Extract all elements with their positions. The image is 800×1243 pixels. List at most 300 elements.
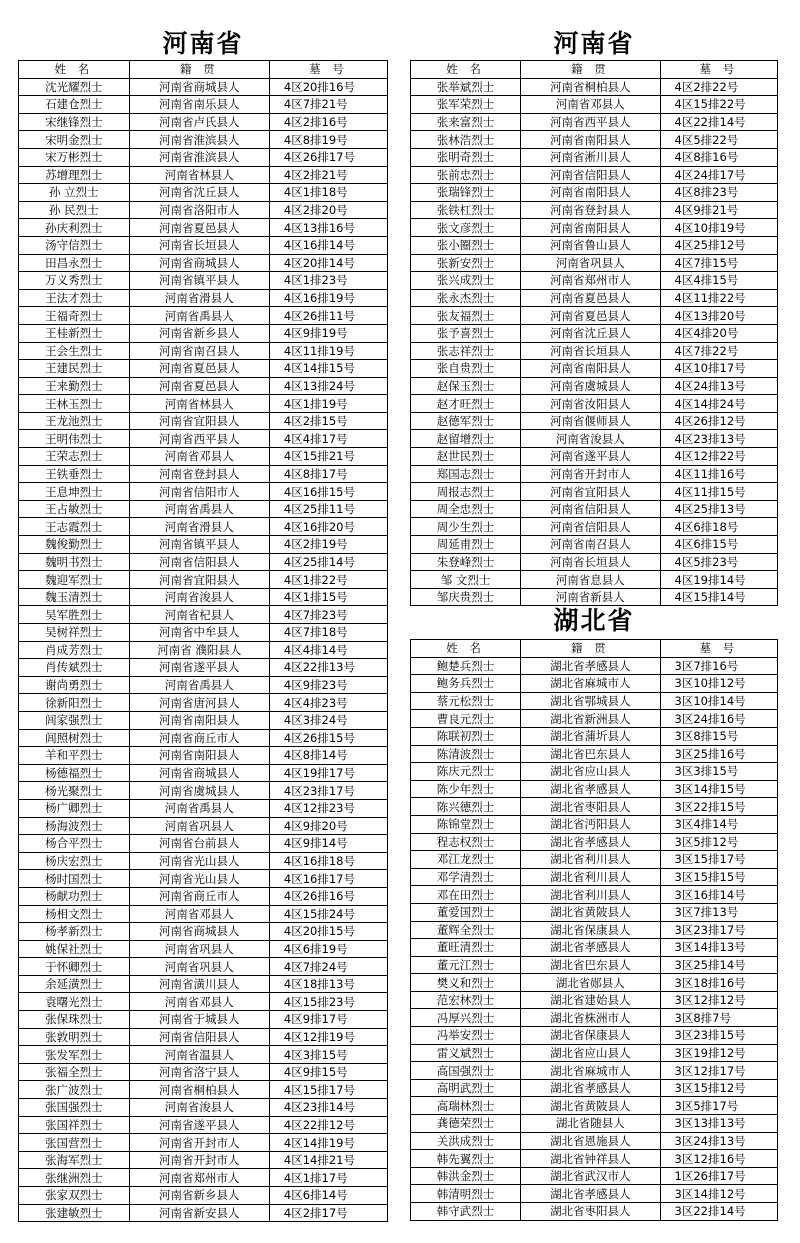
martyr-name: 冯举安烈士 (411, 1027, 521, 1045)
native-place: 河南省信阳县人 (521, 166, 660, 184)
native-place: 河南省息县人 (521, 571, 660, 589)
table-row (19, 975, 388, 993)
table-row (411, 307, 778, 325)
table-row (19, 324, 388, 342)
grave-number: 4区12排22号 (660, 448, 777, 466)
martyr-name: 杨德福烈士 (19, 764, 130, 782)
martyr-name: 魏迎军烈士 (19, 571, 130, 589)
native-place: 湖北省枣阳县人 (521, 798, 660, 816)
grave-number: 4区8排16号 (660, 148, 777, 166)
grave-number: 4区1排19号 (269, 395, 387, 413)
header-grave-number: 墓 号 (660, 61, 777, 79)
native-place: 河南省邓县人 (129, 993, 269, 1011)
martyr-name: 张予喜烈士 (411, 324, 521, 342)
native-place: 河南省信阳县人 (129, 1028, 269, 1046)
native-place: 河南省禹县人 (129, 676, 269, 694)
martyr-name: 王建民烈士 (19, 360, 130, 378)
martyr-name: 范宏林烈士 (411, 991, 521, 1009)
native-place: 河南省浚县人 (129, 588, 269, 606)
grave-number: 4区12排19号 (269, 1028, 387, 1046)
table-row (411, 798, 778, 816)
native-place: 湖北省应山县人 (521, 763, 660, 781)
grave-number: 4区2排22号 (660, 78, 777, 96)
table-row (19, 1187, 388, 1205)
grave-number: 4区4排20号 (660, 324, 777, 342)
native-place: 湖北省黄陂县人 (521, 903, 660, 921)
table-row (19, 799, 388, 817)
grave-number: 4区7排18号 (269, 624, 387, 642)
martyr-name: 张林浩烈士 (411, 131, 521, 149)
martyr-name: 张铁杠烈士 (411, 201, 521, 219)
table-row (19, 1063, 388, 1081)
grave-number: 3区15排15号 (660, 868, 777, 886)
native-place: 湖北省麻城市人 (521, 1062, 660, 1080)
martyr-name: 张敦明烈士 (19, 1028, 130, 1046)
header-native-place: 籍 贯 (129, 61, 269, 79)
table-row (19, 148, 388, 166)
table-row (19, 764, 388, 782)
martyr-name: 张建敏烈士 (19, 1204, 130, 1222)
table-row (411, 184, 778, 202)
native-place: 湖北省蒲圻县人 (521, 727, 660, 745)
grave-number: 4区15排23号 (269, 993, 387, 1011)
martyr-name: 雷义斌烈士 (411, 1044, 521, 1062)
martyr-name: 孙 民烈士 (19, 201, 130, 219)
grave-number: 4区25排12号 (660, 236, 777, 254)
native-place: 河南省信阳县人 (521, 500, 660, 518)
table-row (19, 412, 388, 430)
martyr-name: 周报志烈士 (411, 483, 521, 501)
martyr-name: 鲍务兵烈士 (411, 675, 521, 693)
table-row (411, 342, 778, 360)
table-row (411, 727, 778, 745)
table-row (411, 675, 778, 693)
martyr-name: 吴军胜烈士 (19, 606, 130, 624)
native-place: 河南省信阳县人 (129, 553, 269, 571)
native-place: 河南省淮滨县人 (129, 148, 269, 166)
grave-number: 4区11排19号 (269, 342, 387, 360)
grave-number: 4区15排17号 (269, 1081, 387, 1099)
grave-number: 4区11排15号 (660, 483, 777, 501)
native-place: 河南省新乡县人 (129, 324, 269, 342)
grave-number: 4区26排12号 (660, 412, 777, 430)
native-place: 河南省巩县人 (129, 940, 269, 958)
grave-number: 4区14排15号 (269, 360, 387, 378)
table-row (19, 729, 388, 747)
martyr-name: 董爱国烈士 (411, 903, 521, 921)
grave-number: 3区23排15号 (660, 1027, 777, 1045)
martyr-name: 周少生烈士 (411, 518, 521, 536)
native-place: 河南省林县人 (129, 166, 269, 184)
native-place: 湖北省保康县人 (521, 921, 660, 939)
grave-number: 4区26排15号 (269, 729, 387, 747)
table-row (411, 657, 778, 675)
table-row (411, 254, 778, 272)
martyr-name: 苏增理烈士 (19, 166, 130, 184)
native-place: 河南省虞城县人 (129, 782, 269, 800)
table-row (411, 868, 778, 886)
table-row (411, 289, 778, 307)
roster-table (410, 60, 778, 606)
table-row (19, 1099, 388, 1117)
table-header-row (19, 61, 388, 79)
table-row (19, 536, 388, 554)
grave-number: 4区1排23号 (269, 272, 387, 290)
header-native-place: 籍 贯 (521, 640, 660, 658)
table-row (411, 1203, 778, 1221)
grave-number: 3区24排13号 (660, 1132, 777, 1150)
table-row (19, 870, 388, 888)
native-place: 河南省南阳县人 (521, 219, 660, 237)
martyr-name: 魏玉清烈士 (19, 588, 130, 606)
grave-number: 3区8排7号 (660, 1009, 777, 1027)
native-place: 河南省夏邑县人 (129, 377, 269, 395)
grave-number: 4区16排14号 (269, 236, 387, 254)
grave-number: 3区12排12号 (660, 991, 777, 1009)
native-place: 河南省滑县人 (129, 518, 269, 536)
header-grave-number: 墓 号 (660, 640, 777, 658)
table-row (411, 78, 778, 96)
martyr-name: 杨广卿烈士 (19, 799, 130, 817)
table-row (411, 483, 778, 501)
martyr-name: 韩清明烈士 (411, 1185, 521, 1203)
native-place: 河南省巩县人 (129, 958, 269, 976)
section-title: 湖北省 (553, 606, 635, 635)
table-row (19, 747, 388, 765)
grave-number: 3区3排15号 (660, 763, 777, 781)
table-row (411, 1079, 778, 1097)
table-row (19, 236, 388, 254)
martyr-name: 王龙池烈士 (19, 412, 130, 430)
native-place: 河南省于城县人 (129, 1011, 269, 1029)
grave-number: 4区14排24号 (660, 395, 777, 413)
martyr-name: 王来勤烈士 (19, 377, 130, 395)
martyr-name: 余延潢烈士 (19, 975, 130, 993)
martyr-name: 樊义和烈士 (411, 974, 521, 992)
martyr-name: 袁曙光烈士 (19, 993, 130, 1011)
grave-number: 4区9排17号 (269, 1011, 387, 1029)
martyr-name: 赵才旺烈士 (411, 395, 521, 413)
grave-number: 3区12排17号 (660, 1062, 777, 1080)
martyr-name: 杨海波烈士 (19, 817, 130, 835)
native-place: 湖北省孝感县人 (521, 1185, 660, 1203)
grave-number: 4区4排23号 (269, 694, 387, 712)
grave-number: 4区2排19号 (269, 536, 387, 554)
native-place: 河南省商丘市人 (129, 729, 269, 747)
grave-number: 3区8排15号 (660, 727, 777, 745)
martyr-name: 韩守武烈士 (411, 1203, 521, 1221)
native-place: 河南省淮滨县人 (129, 131, 269, 149)
martyr-name: 张永杰烈士 (411, 289, 521, 307)
native-place: 河南省巩县人 (521, 254, 660, 272)
martyr-name: 王荣志烈士 (19, 448, 130, 466)
table-row (19, 465, 388, 483)
table-row (19, 993, 388, 1011)
native-place: 河南省潢川县人 (129, 975, 269, 993)
grave-number: 4区22排14号 (660, 113, 777, 131)
martyr-name: 陈清波烈士 (411, 745, 521, 763)
table-row (19, 219, 388, 237)
grave-number: 3区13排13号 (660, 1115, 777, 1133)
table-row (411, 377, 778, 395)
martyr-name: 赵世民烈士 (411, 448, 521, 466)
martyr-name: 杨时国烈士 (19, 870, 130, 888)
martyr-name: 邓学清烈士 (411, 868, 521, 886)
martyr-name: 张国强烈士 (19, 1099, 130, 1117)
table-row (411, 518, 778, 536)
native-place: 河南省南阳县人 (521, 360, 660, 378)
native-place: 河南省鲁山县人 (521, 236, 660, 254)
grave-number: 4区10排17号 (660, 360, 777, 378)
table-row (411, 272, 778, 290)
grave-number: 4区9排20号 (269, 817, 387, 835)
table-row (411, 745, 778, 763)
grave-number: 4区15排21号 (269, 448, 387, 466)
martyr-name: 邓在田烈士 (411, 886, 521, 904)
martyr-name: 张志祥烈士 (411, 342, 521, 360)
martyr-name: 张广波烈士 (19, 1081, 130, 1099)
native-place: 河南省宜阳县人 (129, 412, 269, 430)
grave-number: 4区2排15号 (269, 412, 387, 430)
table-row (19, 201, 388, 219)
grave-number: 4区9排19号 (269, 324, 387, 342)
table-row (411, 903, 778, 921)
martyr-name: 王法才烈士 (19, 289, 130, 307)
grave-number: 3区22排15号 (660, 798, 777, 816)
native-place: 河南省新县人 (521, 588, 660, 606)
native-place: 湖北省枣阳县人 (521, 1203, 660, 1221)
martyr-name: 郑国志烈士 (411, 465, 521, 483)
native-place: 河南省南乐县人 (129, 96, 269, 114)
martyr-name: 陈联初烈士 (411, 727, 521, 745)
native-place: 河南省郑州市人 (521, 272, 660, 290)
table-row (411, 710, 778, 728)
native-place: 河南省温县人 (129, 1046, 269, 1064)
native-place: 河南省镇平县人 (129, 536, 269, 554)
table-row (411, 851, 778, 869)
native-place: 河南省南阳县人 (521, 184, 660, 202)
table-row (411, 500, 778, 518)
grave-number: 4区5排22号 (660, 131, 777, 149)
martyr-name: 吴树祥烈士 (19, 624, 130, 642)
grave-number: 3区25排16号 (660, 745, 777, 763)
grave-number: 3区5排12号 (660, 833, 777, 851)
martyr-name: 冯厚兴烈士 (411, 1009, 521, 1027)
grave-number: 4区9排21号 (660, 201, 777, 219)
table-row (19, 500, 388, 518)
martyr-name: 张文彦烈士 (411, 219, 521, 237)
native-place: 河南省中牟县人 (129, 624, 269, 642)
grave-number: 3区5排17号 (660, 1097, 777, 1115)
table-row (19, 1134, 388, 1152)
martyr-name: 张瑞锋烈士 (411, 184, 521, 202)
martyr-name: 韩洪金烈士 (411, 1167, 521, 1185)
martyr-name: 沈光耀烈士 (19, 78, 130, 96)
grave-number: 3区22排14号 (660, 1203, 777, 1221)
table-row (19, 676, 388, 694)
martyr-name: 董元江烈士 (411, 956, 521, 974)
table-row (19, 307, 388, 325)
grave-number: 3区10排12号 (660, 675, 777, 693)
native-place: 河南省开封市人 (129, 1151, 269, 1169)
martyr-name: 杨相文烈士 (19, 905, 130, 923)
table-row (19, 958, 388, 976)
table-row (19, 835, 388, 853)
grave-number: 4区2排21号 (269, 166, 387, 184)
table-row (19, 377, 388, 395)
native-place: 湖北省沔阳县人 (521, 815, 660, 833)
martyr-name: 邓江龙烈士 (411, 851, 521, 869)
martyr-name: 陈锦堂烈士 (411, 815, 521, 833)
table-row (19, 96, 388, 114)
grave-number: 3区19排12号 (660, 1044, 777, 1062)
native-place: 湖北省保康县人 (521, 1027, 660, 1045)
native-place: 河南省郑州市人 (129, 1169, 269, 1187)
grave-number: 4区23排13号 (660, 430, 777, 448)
native-place: 河南省邓县人 (129, 905, 269, 923)
native-place: 河南省光山县人 (129, 870, 269, 888)
martyr-name: 汤守信烈士 (19, 236, 130, 254)
martyr-name: 于怀卿烈士 (19, 958, 130, 976)
martyr-name: 张继洲烈士 (19, 1169, 130, 1187)
table-row (19, 940, 388, 958)
native-place: 河南省夏邑县人 (521, 289, 660, 307)
native-place: 河南省新乡县人 (129, 1187, 269, 1205)
grave-number: 3区4排14号 (660, 815, 777, 833)
table-row (19, 588, 388, 606)
martyr-name: 魏明书烈士 (19, 553, 130, 571)
grave-number: 3区7排13号 (660, 903, 777, 921)
native-place: 湖北省鄂城县人 (521, 692, 660, 710)
header-name: 姓 名 (19, 61, 130, 79)
header-grave-number: 墓 号 (269, 61, 387, 79)
martyr-name: 张举斌烈士 (411, 78, 521, 96)
native-place: 河南省杞县人 (129, 606, 269, 624)
grave-number: 4区8排19号 (269, 131, 387, 149)
native-place: 湖北省孝感县人 (521, 1079, 660, 1097)
grave-number: 4区14排21号 (269, 1151, 387, 1169)
grave-number: 3区25排14号 (660, 956, 777, 974)
grave-number: 1区26排17号 (660, 1167, 777, 1185)
martyr-name: 赵德军烈士 (411, 412, 521, 430)
native-place: 湖北省利川县人 (521, 868, 660, 886)
table-row (411, 1097, 778, 1115)
grave-number: 4区12排23号 (269, 799, 387, 817)
grave-number: 4区19排17号 (269, 764, 387, 782)
table-row (19, 641, 388, 659)
martyr-name: 赵留增烈士 (411, 430, 521, 448)
table-row (19, 1011, 388, 1029)
native-place: 河南省登封县人 (129, 465, 269, 483)
native-place: 湖北省随县人 (521, 1115, 660, 1133)
table-row (19, 289, 388, 307)
native-place: 河南省洛阳市人 (129, 201, 269, 219)
grave-number: 3区18排16号 (660, 974, 777, 992)
native-place: 河南省桐柏县人 (521, 78, 660, 96)
roster-table (410, 639, 778, 1221)
native-place: 湖北省建始县人 (521, 991, 660, 1009)
martyr-name: 王占敏烈士 (19, 500, 130, 518)
grave-number: 4区13排20号 (660, 307, 777, 325)
table-row (411, 692, 778, 710)
martyr-name: 王会生烈士 (19, 342, 130, 360)
native-place: 河南省登封县人 (521, 201, 660, 219)
grave-number: 4区26排16号 (269, 887, 387, 905)
native-place: 湖北省孝感县人 (521, 657, 660, 675)
table-row (411, 148, 778, 166)
grave-number: 4区9排14号 (269, 835, 387, 853)
table-row (19, 553, 388, 571)
martyr-name: 闾家强烈士 (19, 711, 130, 729)
native-place: 湖北省巴东县人 (521, 745, 660, 763)
native-place: 河南省禹县人 (129, 799, 269, 817)
martyr-name: 张兴成烈士 (411, 272, 521, 290)
native-place: 河南省唐河县人 (129, 694, 269, 712)
native-place: 河南省禹县人 (129, 500, 269, 518)
grave-number: 4区8排23号 (660, 184, 777, 202)
section-henan-right (410, 28, 778, 606)
table-row (411, 553, 778, 571)
martyr-name: 关洪成烈士 (411, 1132, 521, 1150)
martyr-name: 董旺清烈士 (411, 939, 521, 957)
native-place: 湖北省应山县人 (521, 1044, 660, 1062)
grave-number: 4区1排22号 (269, 571, 387, 589)
grave-number: 4区2排17号 (269, 1204, 387, 1222)
native-place: 河南省南阳县人 (129, 747, 269, 765)
native-place: 河南省南召县人 (129, 342, 269, 360)
native-place: 河南省台前县人 (129, 835, 269, 853)
native-place: 湖北省株洲市人 (521, 1009, 660, 1027)
native-place: 河南省南阳县人 (521, 131, 660, 149)
native-place: 湖北省利川县人 (521, 886, 660, 904)
grave-number: 4区16排17号 (269, 870, 387, 888)
martyr-name: 张保珠烈士 (19, 1011, 130, 1029)
table-row (19, 483, 388, 501)
martyr-name: 羊和平烈士 (19, 747, 130, 765)
martyr-name: 徐新阳烈士 (19, 694, 130, 712)
table-row (19, 1028, 388, 1046)
native-place: 湖北省黄陂县人 (521, 1097, 660, 1115)
table-row (19, 184, 388, 202)
native-place: 河南省开封市人 (129, 1134, 269, 1152)
table-row (411, 395, 778, 413)
table-row (411, 991, 778, 1009)
grave-number: 3区14排13号 (660, 939, 777, 957)
grave-number: 4区6排15号 (660, 536, 777, 554)
table-row (19, 782, 388, 800)
martyr-name: 龚德荣烈士 (411, 1115, 521, 1133)
grave-number: 4区20排14号 (269, 254, 387, 272)
martyr-name: 王桂新烈士 (19, 324, 130, 342)
table-row (411, 939, 778, 957)
grave-number: 3区14排15号 (660, 780, 777, 798)
martyr-name: 王铁垂烈士 (19, 465, 130, 483)
table-row (411, 236, 778, 254)
grave-number: 4区25排11号 (269, 500, 387, 518)
table-row (411, 412, 778, 430)
native-place: 河南省信阳市人 (129, 483, 269, 501)
native-place: 河南省宜阳县人 (129, 571, 269, 589)
martyr-name: 王林玉烈士 (19, 395, 130, 413)
section-hubei (410, 603, 778, 1221)
martyr-name: 程志权烈士 (411, 833, 521, 851)
grave-number: 4区13排24号 (269, 377, 387, 395)
martyr-name: 张发军烈士 (19, 1046, 130, 1064)
table-row (411, 1009, 778, 1027)
native-place: 河南省桐柏县人 (129, 1081, 269, 1099)
grave-number: 4区10排19号 (660, 219, 777, 237)
header-name: 姓 名 (411, 640, 521, 658)
